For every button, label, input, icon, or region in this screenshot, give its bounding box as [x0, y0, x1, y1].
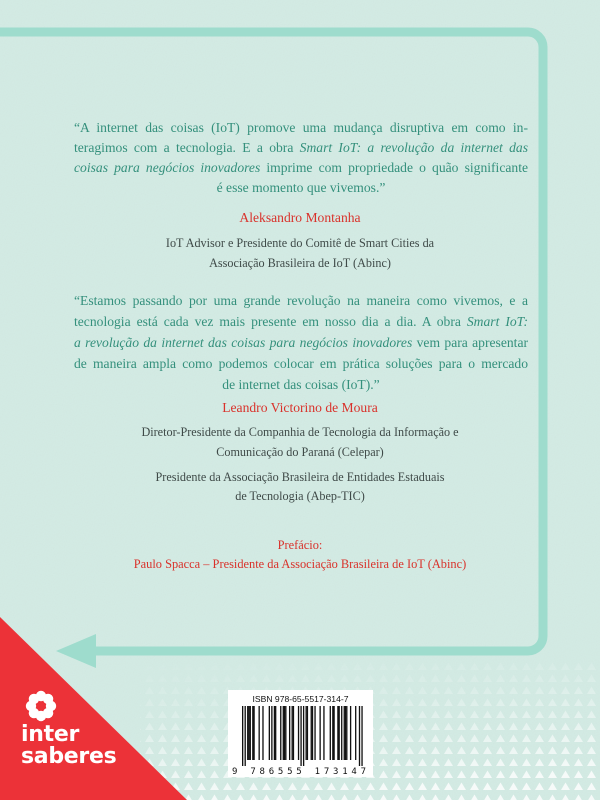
- barcode-bar: [284, 706, 285, 760]
- book-title-italic: coisas para negócios inovadores: [74, 160, 261, 175]
- barcode-bar: [361, 706, 362, 766]
- author-role: [0, 422, 600, 462]
- author-role: [0, 468, 600, 506]
- author-name: Leandro Victorino de Moura: [222, 400, 378, 415]
- barcode: [228, 690, 373, 777]
- quote-text: de internet das coisas (IoT).”: [222, 377, 380, 392]
- barcode-bar: [289, 706, 290, 760]
- barcode-bar: [275, 706, 276, 760]
- flower-logo-icon: [24, 689, 58, 723]
- barcode-bar: [242, 706, 243, 766]
- barcode-bar: [271, 706, 272, 760]
- barcode-bar: [283, 706, 284, 760]
- barcode-bar: [355, 706, 356, 760]
- barcode-bar: [253, 706, 254, 760]
- barcode-bar: [346, 706, 347, 760]
- author-role-line: Comunicação do Paraná (Celepar): [216, 445, 384, 459]
- barcode-bar: [293, 706, 294, 760]
- publisher-logo-line2: saberes: [21, 744, 117, 769]
- barcode-bar: [359, 706, 360, 766]
- barcode-bar: [339, 706, 340, 760]
- preface-label: Prefácio:: [277, 538, 323, 552]
- barcode-bar: [250, 706, 251, 760]
- quote-text: é esse momento que vivemos.”: [216, 180, 386, 195]
- barcode-bar: [311, 706, 312, 760]
- barcode-bar: [252, 706, 253, 760]
- quote-line: [74, 311, 528, 332]
- quote-line: [74, 290, 528, 311]
- book-title-italic: a revolução da internet das coisas para negócios inovadores: [74, 335, 413, 350]
- barcode-bar: [280, 706, 281, 760]
- book-title-italic: Smart IoT:: [466, 314, 528, 329]
- barcode-bar: [345, 706, 346, 760]
- isbn-label: ISBN 978-65-5517-314-7: [252, 694, 349, 704]
- quote-line: [74, 374, 528, 395]
- quote-line: [74, 332, 528, 353]
- preface-author: Paulo Spacca – Presidente da Associação Brasileira de IoT (Abinc): [133, 557, 467, 571]
- barcode-bar: [285, 706, 286, 760]
- barcode-bar: [337, 706, 338, 760]
- quote-text: imprime com propriedade o quão significante: [260, 160, 529, 175]
- barcode-bar: [332, 706, 333, 760]
- publisher-logo-line1: inter: [21, 722, 79, 747]
- quote-line: [74, 138, 528, 158]
- author-role-line: Associação Brasileira de IoT (Abinc): [209, 256, 391, 270]
- barcode-bar: [303, 706, 304, 766]
- barcode-bar: [341, 706, 342, 760]
- author-name: Aleksandro Montanha: [239, 210, 361, 225]
- barcode-bar: [274, 706, 275, 760]
- quote-text: vem para apresentar: [412, 335, 528, 350]
- barcode-bar: [269, 706, 270, 760]
- barcode-bar: [262, 706, 263, 760]
- barcode-bar: [312, 706, 313, 760]
- barcode-bar: [247, 706, 248, 760]
- author-role-line: Presidente da Associação Brasileira de Entidades Estaduais: [155, 470, 445, 484]
- author-role-line: de Tecnologia (Abep-TIC): [235, 489, 365, 503]
- barcode-bar: [292, 706, 293, 760]
- barcode-bar: [323, 706, 324, 760]
- quote-2: [74, 290, 528, 395]
- quote-text: de maneira ampla como podemos colocar em prática soluções para o mercado: [74, 356, 528, 371]
- barcode-digits: 9 786555 173147: [232, 767, 366, 777]
- quote-text: “Estamos passando por uma grande revolução na maneira como vivemos, e a: [74, 293, 528, 308]
- author-role-line: Diretor-Presidente da Companhia de Tecnologia da Informação e: [141, 425, 459, 439]
- barcode-bar: [319, 706, 320, 760]
- barcode-bar: [306, 706, 307, 760]
- barcode-bar: [333, 706, 334, 760]
- author-role: [0, 233, 600, 273]
- barcode-bar: [314, 706, 315, 760]
- quote-line: [74, 118, 528, 138]
- quote-line: [74, 178, 528, 198]
- quote-text: tecnologia está cada vez mais presente em nosso dia a dia. A obra: [74, 314, 467, 329]
- quote-1: [74, 118, 528, 198]
- barcode-bar: [344, 706, 345, 760]
- quote-text: teragimos com a tecnologia. E a obra: [74, 140, 300, 155]
- quote-line: [74, 158, 528, 178]
- quote-text: “A internet das coisas (IoT) promove uma mudança disruptiva em como in-: [74, 120, 528, 135]
- barcode-bar: [300, 706, 301, 766]
- barcode-bar: [248, 706, 249, 760]
- barcode-bar: [298, 706, 299, 760]
- book-title-italic: Smart IoT: a revolução da internet das: [299, 140, 528, 155]
- author-role-line: IoT Advisor e Presidente do Comitê de Smart Cities da: [165, 236, 435, 250]
- barcode-bar: [245, 706, 246, 766]
- barcode-bar: [330, 706, 331, 760]
- barcode-bar: [307, 706, 308, 760]
- barcode-bar: [259, 706, 260, 760]
- barcode-bar: [350, 706, 351, 760]
- quote-line: [74, 353, 528, 374]
